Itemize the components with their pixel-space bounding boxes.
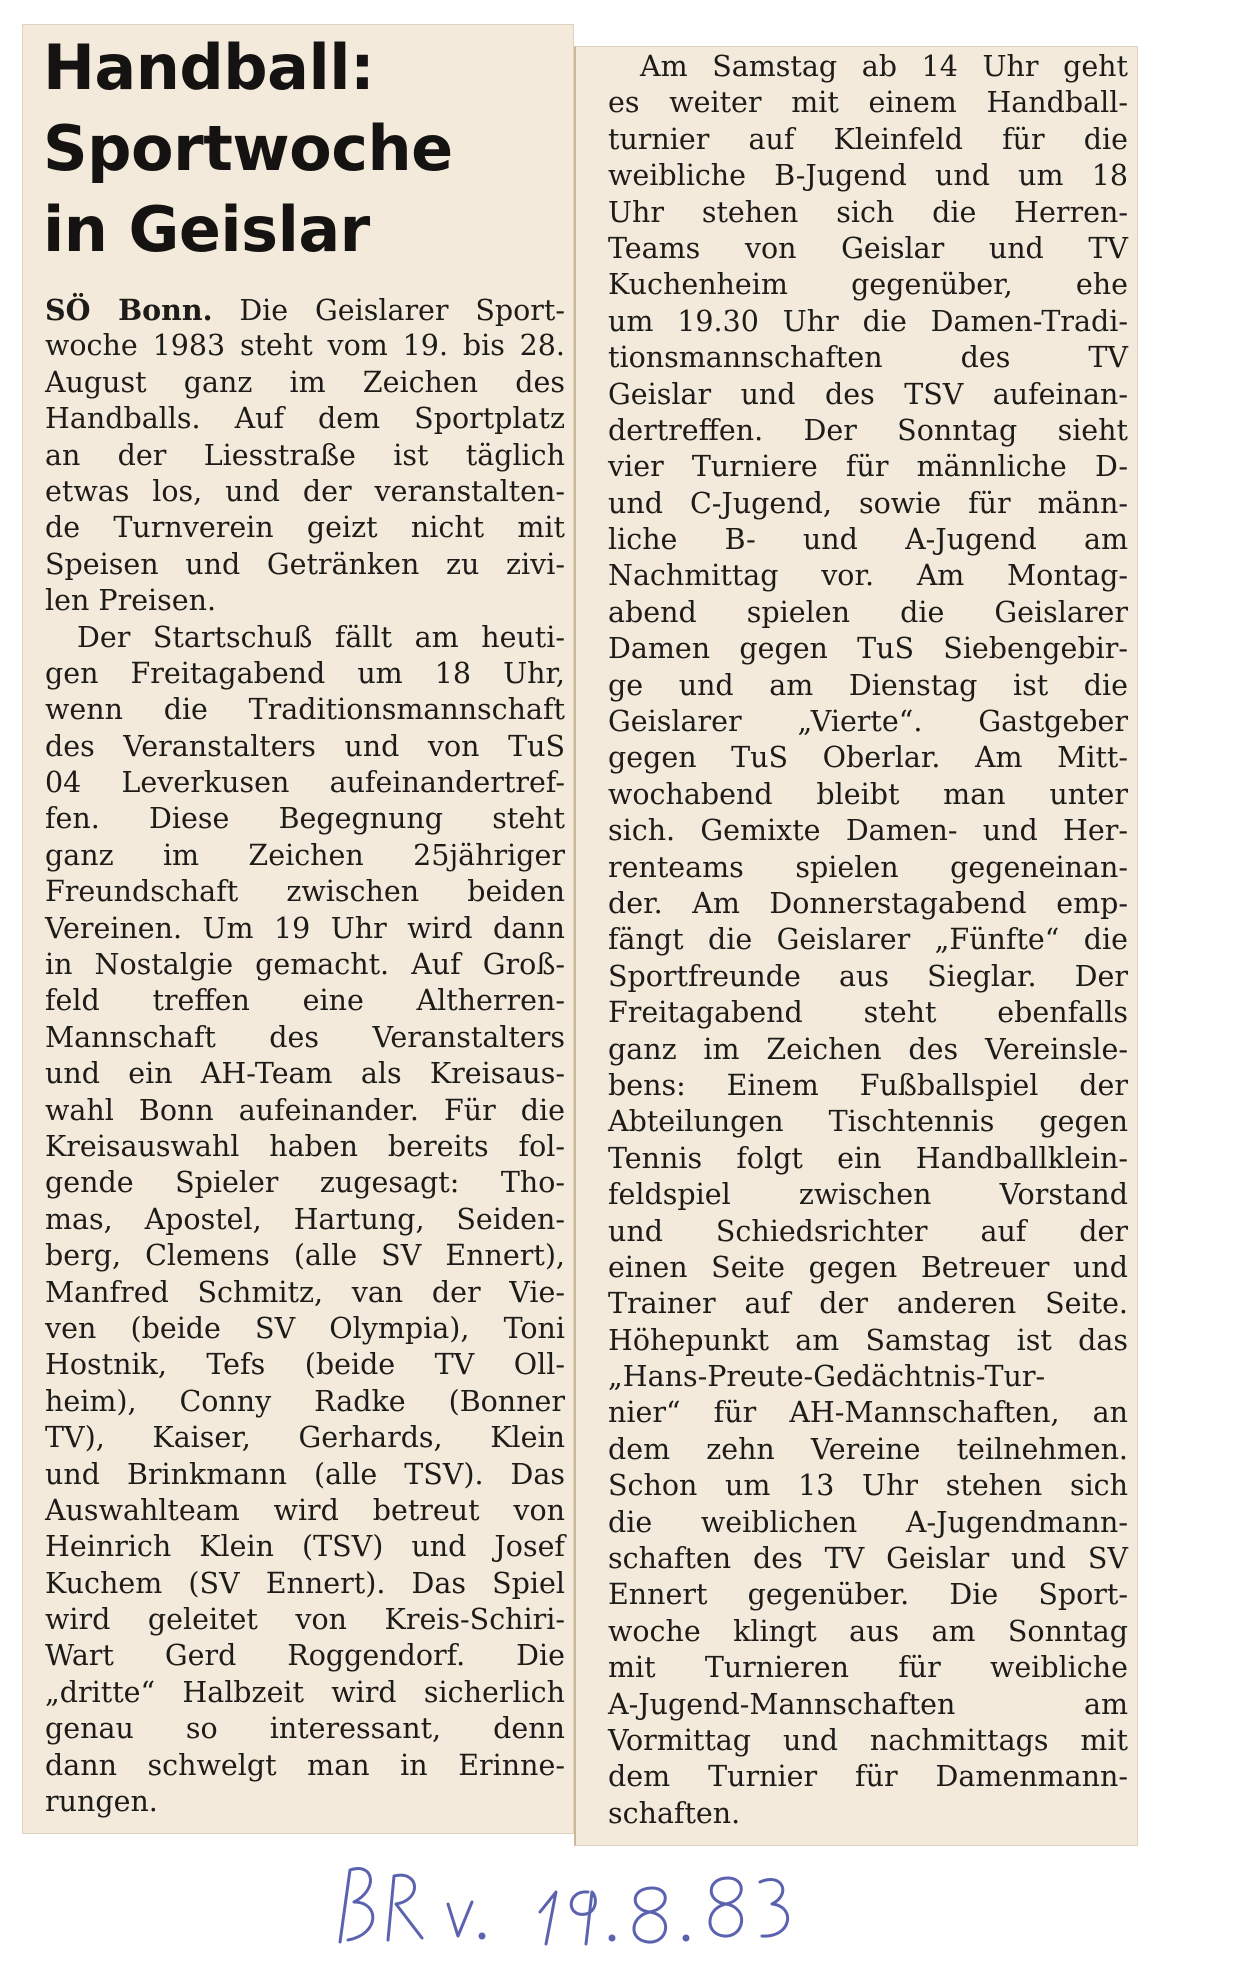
text-line: berg, Clemens (alle SV Ennert), [45,1239,565,1273]
text-line: turnier auf Kleinfeld für die [608,122,1128,156]
text-line: ganz im Zeichen des Vereinsle- [608,1032,1128,1066]
text-line: de Turnverein geizt nicht mit [45,511,565,545]
text-line: und C-Jugend, sowie für männ- [608,486,1128,520]
headline-line: Sportwoche [43,112,453,185]
text-line: „Hans-Preute-Gedächtnis-Tur- [608,1360,1046,1394]
text-line: TV), Kaiser, Gerhards, Klein [45,1421,565,1455]
text-line: bens: Einem Fußballspiel der [608,1068,1128,1102]
text-line: Damen gegen TuS Siebengebir- [608,632,1128,666]
text-line: fen. Diese Begegnung steht [45,802,565,836]
text-line: an der Liesstraße ist täglich [45,438,565,472]
text-line: „dritte“ Halbzeit wird sicherlich [45,1675,565,1709]
text-line: und Schiedsrichter auf der [608,1214,1128,1248]
text-line: 04 Leverkusen aufeinandertref- [45,766,565,800]
text-line: Vereinen. Um 19 Uhr wird dann [45,911,565,945]
text-line: Freitagabend steht ebenfalls [608,996,1128,1030]
text-line: fängt die Geislarer „Fünfte“ die [608,923,1128,957]
text-line: schaften. [608,1796,741,1830]
text-line: gen Freitagabend um 18 Uhr, [45,656,565,690]
text-line: Speisen und Getränken zu zivi- [45,547,565,581]
text-line: es weiter mit einem Handball- [608,86,1128,120]
text-line: und Brinkmann (alle TSV). Das [45,1457,565,1491]
text-line: heim), Conny Radke (Bonner [45,1384,565,1418]
text-line: Wart Gerd Roggendorf. Die [45,1639,565,1673]
text-line: der. Am Donnerstagabend emp- [608,886,1128,920]
text-line: dann schwelgt man in Erinne- [45,1748,565,1782]
text-line: etwas los, und der veranstalten- [45,474,565,508]
text-line: Handballs. Auf dem Sportplatz [45,402,565,436]
text-line: mas, Apostel, Hartung, Seiden- [45,1202,565,1236]
text-line-content: Die Geislarer Sport- [212,294,565,327]
text-line: Ennert gegenüber. Die Sport- [608,1578,1128,1612]
text-line: einen Seite gegen Betreuer und [608,1250,1128,1284]
text-line: Kuchem (SV Ennert). Das Spiel [45,1566,565,1600]
text-line: rungen. [45,1785,158,1819]
text-line: Schon um 13 Uhr stehen sich [608,1469,1128,1503]
text-line: Sportfreunde aus Sieglar. Der [608,959,1128,993]
text-line: Manfred Schmitz, van der Vie- [45,1275,565,1309]
text-line: wochabend bleibt man unter [608,777,1128,811]
text-line: mit Turnieren für weibliche [608,1651,1128,1685]
text-line: Abteilungen Tischtennis gegen [608,1105,1128,1139]
text-line: Kreisauswahl haben bereits fol- [45,1129,565,1163]
text-line: wahl Bonn aufeinander. Für die [45,1093,565,1127]
text-line: genau so interessant, denn [45,1712,565,1746]
text-line: Teams von Geislar und TV [608,231,1128,265]
text-line: gegen TuS Oberlar. Am Mitt- [608,741,1128,775]
text-line: ven (beide SV Olympia), Toni [45,1311,565,1345]
text-line: um 19.30 Uhr die Damen-Tradi- [608,304,1128,338]
text-line: Nachmittag vor. Am Montag- [608,559,1128,593]
text-line: Trainer auf der anderen Seite. [608,1287,1128,1321]
text-line: Heinrich Klein (TSV) und Josef [45,1530,565,1564]
text-line: August ganz im Zeichen des [45,365,565,399]
headline-line: in Geislar [43,193,370,266]
handwritten-note-text [330,1952,331,1953]
text-line: Vormittag und nachmittags mit [608,1723,1128,1757]
article-headline [43,27,453,270]
text-line: Freundschaft zwischen beiden [45,875,565,909]
handwritten-note-drawing [330,1852,830,1952]
text-line: Am Samstag ab 14 Uhr geht [640,50,1128,83]
text-line: Geislarer „Vierte“. Gastgeber [608,705,1128,739]
text-line: in Nostalgie gemacht. Auf Groß- [45,948,565,982]
text-line [45,292,565,328]
text-line: abend spielen die Geislarer [608,595,1128,629]
text-line: dertreffen. Der Sonntag sieht [608,413,1128,447]
left-column-body [45,292,565,1820]
text-line: Tennis folgt ein Handballklein- [608,1141,1128,1175]
text-line: Mannschaft des Veranstalters [45,1020,565,1054]
text-line: sich. Gemixte Damen- und Her- [608,814,1128,848]
text-line: dem Turnier für Damenmann- [608,1760,1128,1794]
text-line: Uhr stehen sich die Herren- [608,195,1128,229]
text-line: weibliche B-Jugend und um 18 [608,159,1128,193]
text-line: Höhepunkt am Samstag ist das [608,1323,1128,1357]
text-line: liche B- und A-Jugend am [608,523,1128,557]
text-line: Hostnik, Tefs (beide TV Oll- [45,1348,565,1382]
headline-line: Handball: [43,31,375,104]
text-line: renteams spielen gegeneinan- [608,850,1128,884]
text-line: schaften des TV Geislar und SV [608,1542,1128,1576]
text-line: Kuchenheim gegenüber, ehe [608,268,1128,302]
text-line: Geislar und des TSV aufeinan- [608,377,1128,411]
text-line: vier Turniere für männliche D- [608,450,1128,484]
text-line: die weiblichen A-Jugendmann- [608,1505,1128,1539]
text-line: wird geleitet von Kreis-Schiri- [45,1603,565,1637]
text-line: des Veranstalters und von TuS [45,729,565,763]
right-column-body [608,49,1128,1832]
text-line: Der Startschuß fällt am heuti- [77,620,565,654]
text-line: nier“ für AH-Mannschaften, an [608,1396,1128,1430]
text-line: A-Jugend-Mannschaften am [608,1687,1128,1721]
text-line: ganz im Zeichen 25jähriger [45,838,565,872]
text-line: feld treffen eine Altherren- [45,984,565,1018]
dateline: SÖ Bonn. [45,293,213,327]
text-line: woche klingt aus am Sonntag [608,1614,1128,1648]
text-line: gende Spieler zugesagt: Tho- [45,1166,565,1200]
text-line: woche 1983 steht vom 19. bis 28. [45,329,565,363]
text-line: ge und am Dienstag ist die [608,668,1128,702]
text-line: tionsmannschaften des TV [608,341,1128,375]
text-line: Auswahlteam wird betreut von [45,1493,565,1527]
article-left-column [22,24,574,1834]
article-right-column [574,46,1138,1846]
text-line: dem zehn Vereine teilnehmen. [608,1432,1128,1466]
text-line: feldspiel zwischen Vorstand [608,1178,1128,1212]
handwritten-source-note [330,1852,830,1952]
text-line: len Preisen. [45,584,217,618]
text-line: und ein AH-Team als Kreisaus- [45,1057,565,1091]
text-line: wenn die Traditionsmannschaft [45,693,565,727]
